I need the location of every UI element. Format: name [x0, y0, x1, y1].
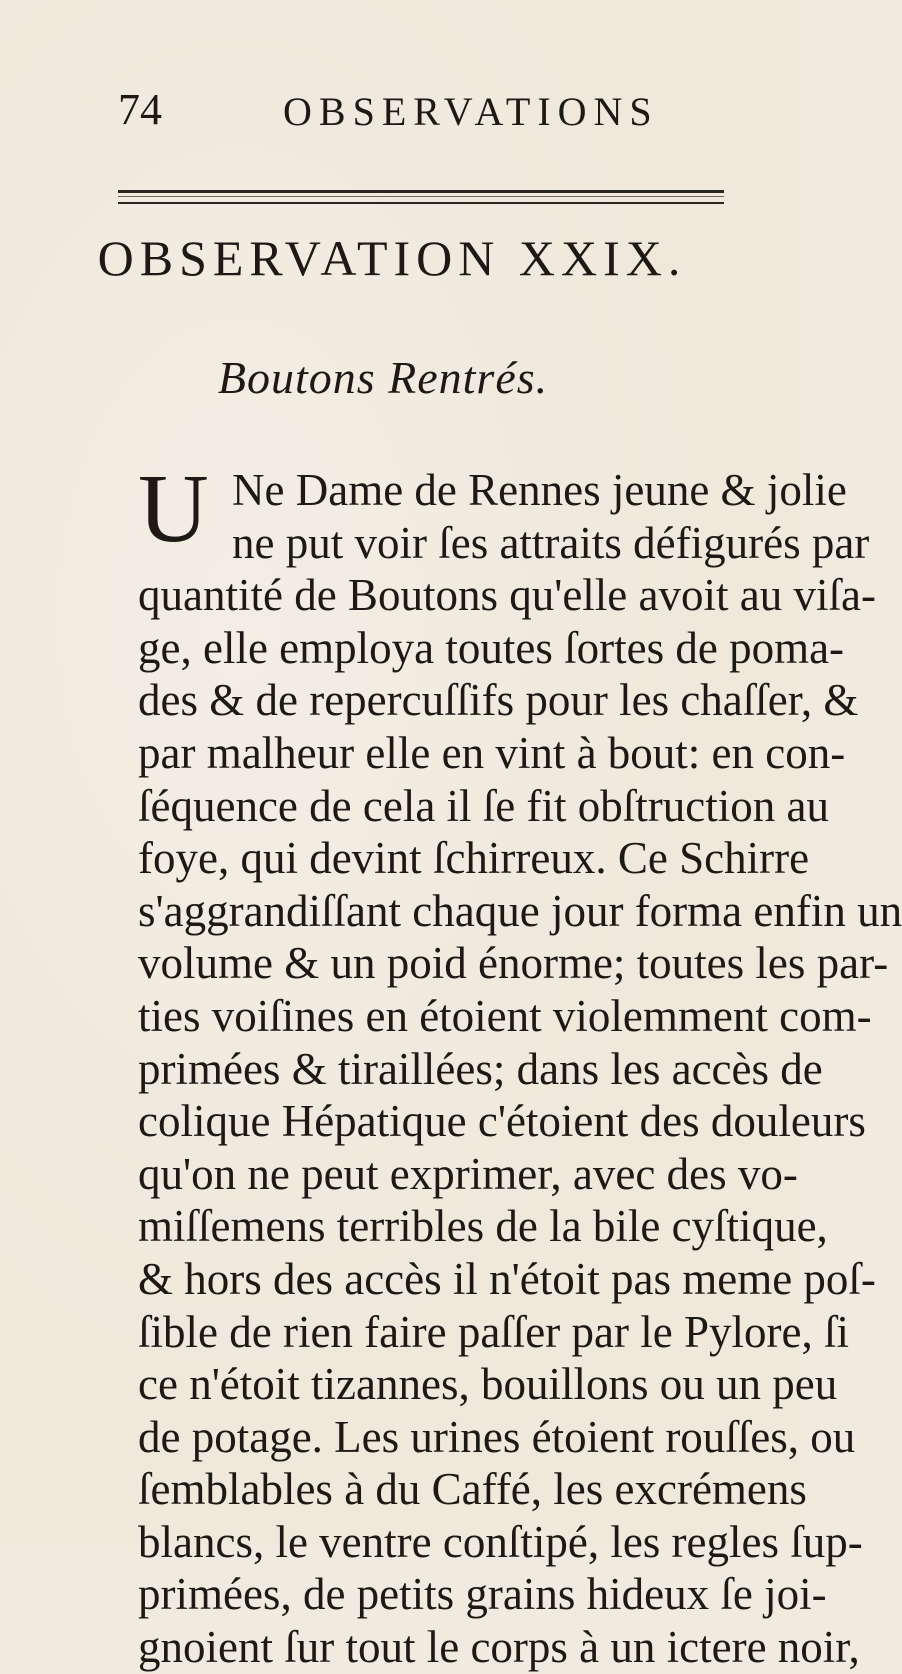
page-header: [118, 85, 718, 148]
observation-title-text: OBSERVATION XXIX.: [97, 230, 687, 286]
observation-subtitle: [0, 352, 800, 403]
text-line: foye, qui devint ſchirreux. Ce Schirre: [138, 833, 810, 884]
running-head: OBSERVATIONS: [283, 89, 659, 134]
text-line: quantité de Boutons qu'elle avoit au viſa-: [138, 570, 876, 621]
text-line: Ne Dame de Rennes jeune & jolie: [232, 465, 847, 515]
text-line: par malheur elle en vint à bout: en con-: [138, 727, 846, 778]
body-paragraph: [138, 455, 902, 1674]
text-line: miſſemens terribles de la bile cyſtique,: [138, 1201, 828, 1252]
text-line: des & de repercuſſifs pour les chaſſer, &: [138, 675, 859, 726]
text-line: ties voiſines en étoient violemment com-: [138, 990, 872, 1041]
text-line: de potage. Les urines étoient rouſſes, ou: [138, 1411, 856, 1462]
text-line: ge, elle employa toutes ſortes de poma-: [138, 622, 845, 673]
text-line: volume & un poid énorme; toutes les par-: [138, 938, 889, 989]
text-line: qu'on ne peut exprimer, avec des vo-: [138, 1148, 798, 1199]
text-line: ſéquence de cela il ſe fit obſtruction au: [138, 780, 829, 831]
drop-cap: U: [138, 455, 209, 563]
observation-title: [0, 230, 800, 286]
text-line: & hors des accès il n'étoit pas meme poſ-: [138, 1253, 876, 1304]
text-line: blancs, le ventre conſtipé, les regles ſup-: [138, 1516, 863, 1567]
opening-lines: [138, 455, 870, 569]
text-line: gnoient ſur tout le corps à un ictere noir,: [138, 1622, 860, 1673]
text-line: primées & tiraillées; dans les accès de: [138, 1043, 823, 1094]
text-line: s'aggrandiſſant chaque jour forma enfin un: [138, 885, 902, 936]
text-line: colique Hépatique c'étoient des douleurs: [138, 1096, 866, 1147]
observation-subtitle-text: Boutons Rentrés.: [217, 352, 549, 403]
header-rule-inner: [118, 196, 724, 197]
text-line: ce n'étoit tizannes, bouillons ou un peu: [138, 1359, 838, 1410]
text-line: primées, de petits grains hideux ſe joi-: [138, 1569, 827, 1620]
page-number: 74: [118, 85, 162, 134]
text-line: ſemblables à du Caffé, les excrémens: [138, 1464, 807, 1515]
header-rule: [118, 190, 724, 204]
text-line: ſible de rien faire paſſer par le Pylore, ſi: [138, 1306, 849, 1357]
text-line: ne put voir ſes attraits défigurés par: [232, 517, 870, 568]
